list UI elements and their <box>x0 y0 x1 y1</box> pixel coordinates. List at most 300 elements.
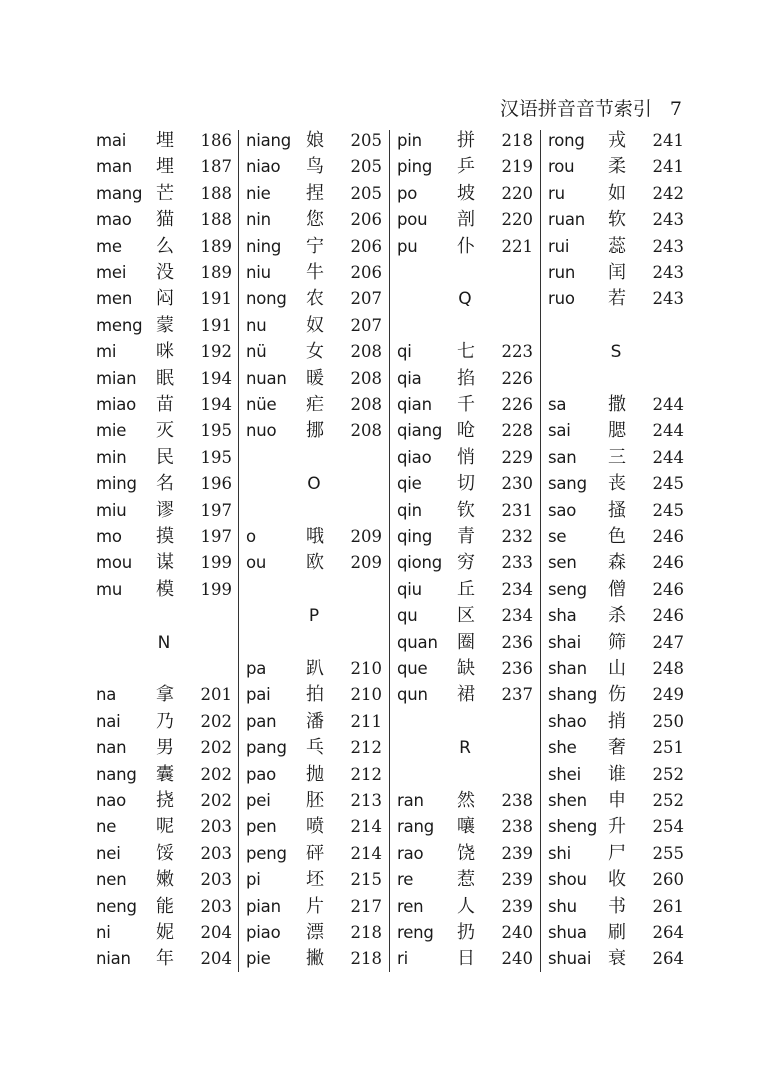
page-ref: 242 <box>652 183 684 203</box>
example-character: 民 <box>156 446 174 468</box>
pinyin-syllable: qie <box>397 474 422 494</box>
index-entry <box>395 920 535 946</box>
pinyin-syllable: nan <box>96 738 127 758</box>
page-ref: 218 <box>501 131 533 150</box>
example-character: 柔 <box>608 156 626 178</box>
index-column-1 <box>94 128 234 974</box>
example-character: 么 <box>156 235 174 257</box>
page-ref: 203 <box>200 843 232 863</box>
pinyin-syllable: ru <box>548 183 565 203</box>
example-character: 杀 <box>608 605 626 627</box>
pinyin-syllable: qing <box>397 527 433 546</box>
index-entry <box>244 128 384 154</box>
example-character: 呛 <box>457 420 475 442</box>
pinyin-syllable: mi <box>96 342 117 362</box>
pinyin-syllable: shan <box>548 659 587 678</box>
index-entry <box>395 498 535 524</box>
example-character: 仆 <box>457 235 475 257</box>
index-entry <box>546 260 686 286</box>
pinyin-syllable: shang <box>548 685 598 705</box>
page-ref: 239 <box>501 843 533 863</box>
index-entry <box>94 920 234 946</box>
pinyin-syllable: rou <box>548 157 575 177</box>
index-entry <box>244 867 384 893</box>
example-character: 谁 <box>608 763 626 785</box>
index-title: 汉语拼音音节索引 <box>499 98 652 120</box>
page-ref: 203 <box>200 896 232 916</box>
page-ref: 236 <box>501 632 533 652</box>
page-ref: 194 <box>200 368 232 388</box>
pinyin-syllable: rang <box>397 817 435 837</box>
example-character: 色 <box>608 526 626 547</box>
pinyin-syllable: pai <box>246 685 271 705</box>
example-character: 捎 <box>608 710 626 732</box>
page-ref: 264 <box>652 923 684 942</box>
pinyin-syllable: niang <box>246 131 292 150</box>
index-entry <box>94 128 234 154</box>
index-entry <box>546 154 686 180</box>
example-character: 筛 <box>608 631 626 653</box>
pinyin-syllable: rui <box>548 236 570 256</box>
pinyin-syllable: rao <box>397 843 424 863</box>
pinyin-syllable: sai <box>548 421 571 441</box>
example-character: 蒙 <box>156 314 174 336</box>
page-ref: 244 <box>652 421 684 441</box>
example-character: 闰 <box>608 262 626 283</box>
index-entry <box>244 735 384 761</box>
pinyin-syllable: shi <box>548 843 572 863</box>
pinyin-syllable: neng <box>96 896 137 916</box>
page-ref: 197 <box>200 527 232 546</box>
pinyin-syllable: pin <box>397 131 422 150</box>
index-entry <box>395 181 535 207</box>
pinyin-syllable: shei <box>548 764 581 784</box>
example-character: 软 <box>608 209 626 231</box>
page-ref: 223 <box>501 342 533 362</box>
pinyin-syllable: qiu <box>397 579 422 599</box>
example-character: 挠 <box>156 790 174 811</box>
example-character: 埋 <box>156 156 174 178</box>
page-ref: 244 <box>652 395 684 414</box>
example-character: 囊 <box>156 763 174 785</box>
pinyin-syllable: qi <box>397 342 412 362</box>
example-character: 僧 <box>608 578 626 600</box>
example-character: 蕊 <box>608 235 626 257</box>
page-ref: 188 <box>200 210 232 230</box>
index-entry <box>395 630 535 656</box>
page-ref: 195 <box>200 421 232 441</box>
example-character: 衰 <box>608 948 626 970</box>
pinyin-syllable: qiao <box>397 447 432 467</box>
page-ref: 189 <box>200 263 232 282</box>
page-ref: 202 <box>200 738 232 758</box>
page-ref: 240 <box>501 923 533 942</box>
index-entry <box>546 656 686 682</box>
pinyin-syllable: nuo <box>246 421 277 441</box>
pinyin-syllable: nie <box>246 183 271 203</box>
example-character: 嫩 <box>156 869 174 891</box>
section-letter: S <box>610 342 622 363</box>
page-ref: 202 <box>200 791 232 810</box>
page-ref: 239 <box>501 870 533 890</box>
pinyin-syllable: nang <box>96 764 137 784</box>
example-character: 馁 <box>156 842 174 864</box>
page-ref: 186 <box>200 131 232 150</box>
index-entry <box>94 577 234 603</box>
pinyin-syllable: pu <box>397 236 418 256</box>
index-entry <box>244 762 384 788</box>
pinyin-syllable: shu <box>548 896 577 916</box>
example-character: 拼 <box>457 130 475 151</box>
index-entry <box>395 894 535 920</box>
example-character: 撒 <box>608 394 626 415</box>
pinyin-syllable: mao <box>96 210 132 230</box>
pinyin-syllable: niu <box>246 263 271 282</box>
index-entry <box>94 234 234 260</box>
page-ref: 238 <box>501 791 533 810</box>
page-ref: 243 <box>652 236 684 256</box>
pinyin-syllable: o <box>246 527 256 546</box>
page-ref: 205 <box>350 183 382 203</box>
pinyin-syllable: pen <box>246 817 277 837</box>
example-character: 您 <box>306 209 324 231</box>
index-entry <box>94 339 234 365</box>
example-character: 悄 <box>457 446 475 468</box>
page-ref: 243 <box>652 289 684 309</box>
page-ref: 237 <box>501 685 533 705</box>
index-entry <box>546 814 686 840</box>
pinyin-syllable: nin <box>246 210 271 230</box>
pinyin-syllable: ming <box>96 474 137 494</box>
index-entry <box>94 418 234 444</box>
page-ref: 204 <box>200 949 232 969</box>
example-character: 能 <box>156 895 174 917</box>
example-character: 山 <box>608 658 626 679</box>
page-ref: 208 <box>350 368 382 388</box>
pinyin-syllable: po <box>397 183 418 203</box>
pinyin-syllable: pian <box>246 896 281 916</box>
index-entry <box>244 894 384 920</box>
pinyin-syllable: pa <box>246 659 267 678</box>
example-character: 猫 <box>156 209 174 231</box>
pinyin-syllable: ou <box>246 553 267 573</box>
pinyin-syllable: qiong <box>397 553 443 573</box>
example-character: 眠 <box>156 367 174 389</box>
pinyin-syllable: seng <box>548 579 587 599</box>
column-divider <box>389 130 390 972</box>
pinyin-syllable: nü <box>246 342 267 362</box>
example-character: 奢 <box>608 737 626 759</box>
example-character: 丧 <box>608 473 626 495</box>
example-character: 圈 <box>457 631 475 653</box>
example-character: 灭 <box>156 420 174 442</box>
index-entry <box>546 286 686 312</box>
section-letter: Q <box>458 289 472 310</box>
index-column-4 <box>546 128 686 974</box>
page-ref: 210 <box>350 685 382 705</box>
index-entry <box>244 788 384 814</box>
index-entry <box>546 445 686 471</box>
pinyin-syllable: nu <box>246 315 267 335</box>
index-entry <box>546 788 686 814</box>
example-character: 农 <box>306 288 324 310</box>
pinyin-syllable: ping <box>397 157 433 177</box>
example-character: 掐 <box>457 367 475 389</box>
pinyin-syllable: she <box>548 738 577 758</box>
index-entry <box>244 841 384 867</box>
pinyin-syllable: qiang <box>397 421 443 441</box>
example-character: 剖 <box>457 209 475 231</box>
example-character: 缺 <box>457 658 475 679</box>
section-letter: R <box>459 738 471 759</box>
index-entry <box>94 814 234 840</box>
pinyin-syllable: mou <box>96 553 133 573</box>
page-ref: 226 <box>501 368 533 388</box>
index-entry <box>94 788 234 814</box>
page-ref: 231 <box>501 500 533 520</box>
index-entry <box>94 498 234 524</box>
page-ref: 245 <box>652 500 684 520</box>
index-entry <box>94 366 234 392</box>
page-ref: 215 <box>350 870 382 890</box>
example-character: 丘 <box>457 578 475 600</box>
index-entry <box>546 603 686 629</box>
index-entry <box>395 550 535 576</box>
example-character: 拍 <box>306 684 324 706</box>
index-entry <box>395 128 535 154</box>
example-character: 拿 <box>156 684 174 706</box>
index-entry <box>244 682 384 708</box>
example-character: 摸 <box>156 526 174 547</box>
index-entry <box>546 894 686 920</box>
example-character: 片 <box>306 895 324 917</box>
pinyin-syllable: ning <box>246 236 282 256</box>
pinyin-syllable: men <box>96 289 133 309</box>
pinyin-syllable: min <box>96 447 127 467</box>
index-entry <box>395 471 535 497</box>
pinyin-syllable: sao <box>548 500 577 520</box>
example-character: 咪 <box>156 341 174 363</box>
index-entry <box>546 181 686 207</box>
example-character: 年 <box>156 948 174 970</box>
example-character: 名 <box>156 473 174 495</box>
pinyin-syllable: me <box>96 236 122 256</box>
page-ref: 252 <box>652 764 684 784</box>
example-character: 宁 <box>306 235 324 257</box>
example-character: 戎 <box>608 130 626 151</box>
example-character: 裙 <box>457 684 475 706</box>
example-character: 穷 <box>457 552 475 574</box>
page-ref: 194 <box>200 395 232 414</box>
pinyin-syllable: pie <box>246 949 271 969</box>
example-character: 三 <box>608 446 626 468</box>
example-character: 切 <box>457 473 475 495</box>
index-entry <box>94 524 234 550</box>
pinyin-syllable: nen <box>96 870 127 890</box>
pinyin-syllable: meng <box>96 315 143 335</box>
page-ref: 206 <box>350 263 382 282</box>
example-character: 趴 <box>306 658 324 679</box>
index-entry <box>395 234 535 260</box>
pinyin-syllable: sen <box>548 553 577 573</box>
page-ref: 248 <box>652 659 684 678</box>
pinyin-syllable: pang <box>246 738 287 758</box>
example-character: 暖 <box>306 367 324 389</box>
page-ref: 221 <box>501 236 533 256</box>
page-ref: 246 <box>652 553 684 573</box>
example-character: 青 <box>457 526 475 547</box>
example-character: 搔 <box>608 499 626 521</box>
pinyin-syllable: que <box>397 659 428 678</box>
pinyin-syllable: shuai <box>548 949 592 969</box>
page-ref: 196 <box>200 474 232 494</box>
example-character: 欧 <box>306 552 324 574</box>
pinyin-syllable: pou <box>397 210 428 230</box>
section-letter: O <box>307 474 321 495</box>
index-entry <box>244 366 384 392</box>
page-ref: 203 <box>200 817 232 837</box>
example-character: 谬 <box>156 499 174 521</box>
index-entry <box>546 418 686 444</box>
index-entry <box>546 128 686 154</box>
page-ref: 214 <box>350 843 382 863</box>
page-ref: 230 <box>501 474 533 494</box>
page-ref: 247 <box>652 632 684 652</box>
index-entry <box>395 207 535 233</box>
page-ref: 205 <box>350 131 382 150</box>
index-entry <box>546 577 686 603</box>
page-header <box>500 96 682 122</box>
index-entry <box>94 946 234 972</box>
page-ref: 202 <box>200 711 232 731</box>
page-ref: 212 <box>350 764 382 784</box>
pinyin-syllable: nüe <box>246 395 277 414</box>
page-ref: 214 <box>350 817 382 837</box>
example-character: 牛 <box>306 262 324 283</box>
index-entry <box>546 867 686 893</box>
page-ref: 210 <box>350 659 382 678</box>
pinyin-syllable: reng <box>397 923 434 942</box>
page-ref: 209 <box>350 553 382 573</box>
example-character: 区 <box>457 605 475 627</box>
example-character: 抛 <box>306 763 324 785</box>
example-character: 漂 <box>306 922 324 943</box>
index-entry <box>244 814 384 840</box>
index-entry <box>546 735 686 761</box>
pinyin-syllable: pi <box>246 870 261 890</box>
index-column-2 <box>244 128 384 974</box>
index-entry <box>94 867 234 893</box>
page-ref: 241 <box>652 131 684 150</box>
pinyin-syllable: san <box>548 447 577 467</box>
example-character: 刷 <box>608 922 626 943</box>
example-character: 饶 <box>457 842 475 864</box>
index-entry <box>244 181 384 207</box>
section-letter: P <box>308 606 320 627</box>
index-entry <box>244 207 384 233</box>
page-ref: 261 <box>652 896 684 916</box>
example-character: 钦 <box>457 499 475 521</box>
example-character: 收 <box>608 869 626 891</box>
page-ref: 195 <box>200 447 232 467</box>
example-character: 谋 <box>156 552 174 574</box>
index-entry <box>244 154 384 180</box>
index-entry <box>395 577 535 603</box>
index-entry <box>94 392 234 418</box>
index-entry <box>395 788 535 814</box>
index-entry <box>546 946 686 972</box>
example-character: 惹 <box>457 869 475 891</box>
pinyin-syllable: run <box>548 263 576 282</box>
index-entry <box>244 339 384 365</box>
page-ref: 199 <box>200 579 232 599</box>
example-character: 日 <box>457 948 475 970</box>
pinyin-syllable: mai <box>96 131 127 150</box>
pinyin-syllable: nei <box>96 843 121 863</box>
example-character: 胚 <box>306 790 324 811</box>
page-ref: 191 <box>200 315 232 335</box>
example-character: 潘 <box>306 710 324 732</box>
index-entry <box>546 550 686 576</box>
index-entry <box>94 709 234 735</box>
index-entry <box>94 471 234 497</box>
example-character: 乃 <box>156 710 174 732</box>
page-ref: 255 <box>652 843 684 863</box>
example-character: 娘 <box>306 130 324 151</box>
example-character: 乒 <box>457 156 475 178</box>
example-character: 扔 <box>457 922 475 943</box>
pinyin-syllable: shua <box>548 923 587 942</box>
page-ref: 187 <box>200 157 232 177</box>
index-entry <box>244 313 384 339</box>
page-ref: 264 <box>652 949 684 969</box>
column-divider <box>238 130 239 972</box>
example-character: 坡 <box>457 182 475 204</box>
page-ref: 206 <box>350 210 382 230</box>
index-entry <box>395 867 535 893</box>
section-letter: N <box>157 632 171 653</box>
page-ref: 211 <box>350 711 382 731</box>
example-character: 男 <box>156 737 174 759</box>
index-entry <box>94 550 234 576</box>
index-entry <box>546 841 686 867</box>
page-ref: 220 <box>501 210 533 230</box>
page-ref: 260 <box>652 870 684 890</box>
example-character: 女 <box>306 341 324 363</box>
page-ref: 238 <box>501 817 533 837</box>
pinyin-syllable: pan <box>246 711 277 731</box>
pinyin-syllable: pao <box>246 764 277 784</box>
index-entry <box>244 286 384 312</box>
example-character: 捏 <box>306 182 324 204</box>
index-entry <box>546 709 686 735</box>
index-entry <box>395 366 535 392</box>
index-entry <box>546 630 686 656</box>
index-entry <box>546 524 686 550</box>
page-ref: 229 <box>501 447 533 467</box>
page-ref: 246 <box>652 579 684 599</box>
index-entry <box>244 418 384 444</box>
example-character: 哦 <box>306 526 324 547</box>
index-entry <box>244 392 384 418</box>
index-column-3 <box>395 128 535 974</box>
example-character: 升 <box>608 816 626 838</box>
page-ref: 207 <box>350 315 382 335</box>
pinyin-syllable: nuan <box>246 368 287 388</box>
page-ref: 207 <box>350 289 382 309</box>
example-character: 人 <box>457 895 475 917</box>
page-ref: 252 <box>652 791 684 810</box>
